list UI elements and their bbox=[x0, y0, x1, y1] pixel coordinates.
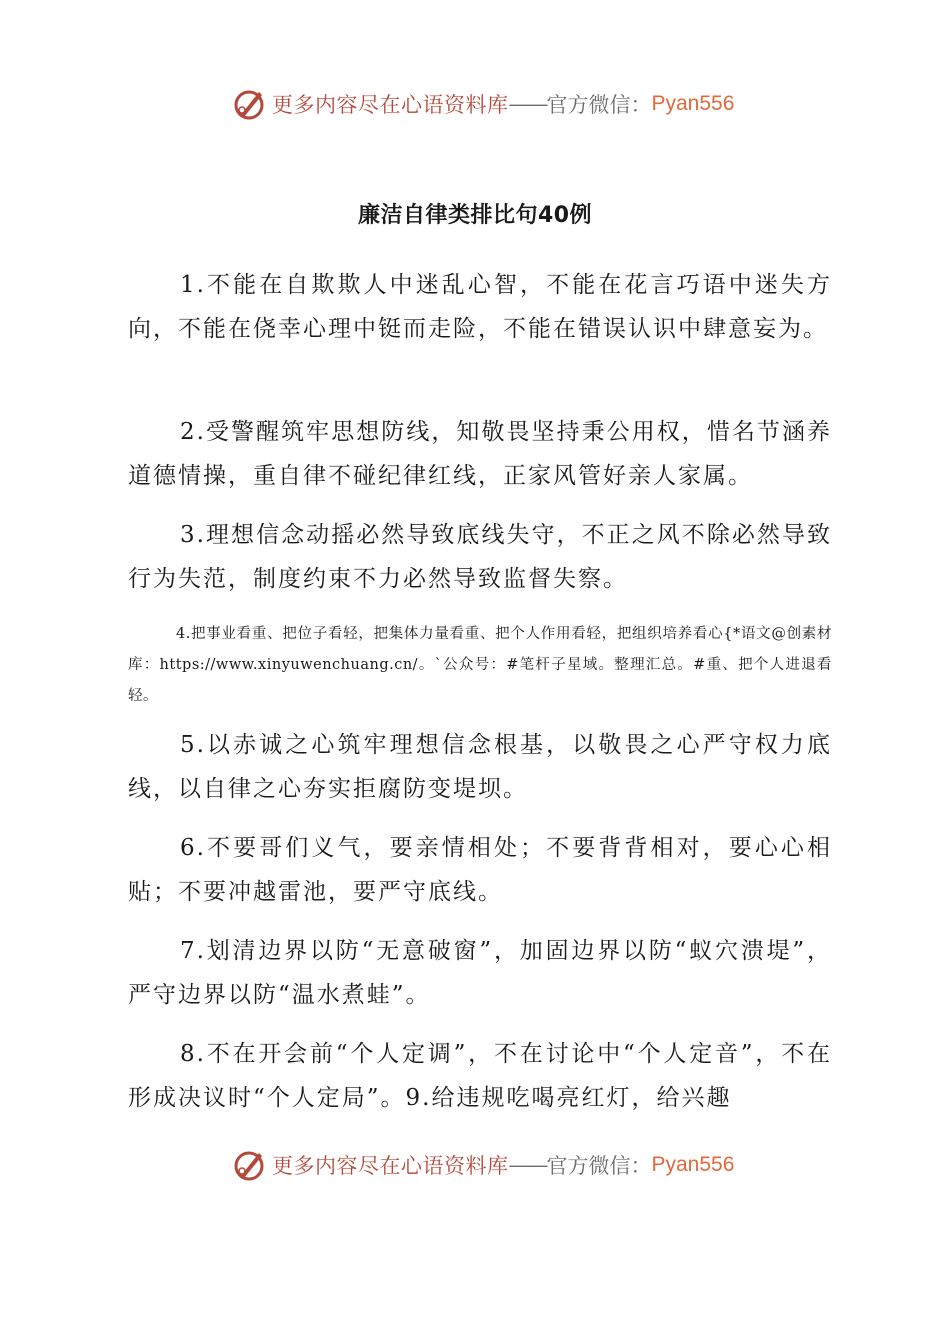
paragraph-5: 5.以赤诚之心筑牢理想信念根基，以敬畏之心严守权力底线，以自律之心夯实拒腐防变堤坝。 bbox=[128, 732, 832, 802]
paragraph-8: 8.不在开会前“个人定调”，不在讨论中“个人定音”，不在形成决议时“个人定局”。9.给违规吃喝亮红灯，给兴趣 bbox=[128, 1041, 832, 1111]
banner-wechat-id: Pyan556 bbox=[651, 1153, 735, 1176]
banner-wechat-label: 官方微信： bbox=[546, 93, 652, 117]
footer-banner bbox=[232, 1145, 734, 1185]
header-banner bbox=[232, 84, 734, 124]
paragraph-2: 2.受警醒筑牢思想防线，知敬畏坚持秉公用权，惜名节涵养道德情操，重自律不碰纪律红线，正家风管好亲人家属。 bbox=[128, 419, 832, 489]
banner-wechat-id: Pyan556 bbox=[651, 92, 735, 115]
banner-dash: —— bbox=[508, 92, 547, 116]
banner-dash: —— bbox=[508, 1153, 547, 1177]
document-title: 廉洁自律类排比句40例 bbox=[357, 203, 593, 228]
paragraph-3: 3.理想信念动摇必然导致底线失守，不正之风不除必然导致行为失范，制度约束不力必然导致监督失察。 bbox=[128, 522, 832, 592]
paragraph-7: 7.划清边界以防“无意破窗”，加固边界以防“蚁穴溃堤”，严守边界以防“温水煮蛙”。 bbox=[128, 938, 832, 1008]
quill-logo-icon bbox=[232, 1147, 268, 1183]
banner-wechat-label: 官方微信： bbox=[546, 1154, 652, 1178]
paragraph-6: 6.不要哥们义气，要亲情相处；不要背背相对，要心心相贴；不要冲越雷池，要严守底线。 bbox=[128, 835, 832, 905]
banner-site-text: 更多内容尽在心语资料库 bbox=[272, 93, 509, 117]
quill-logo-icon bbox=[232, 86, 268, 122]
banner-site-text: 更多内容尽在心语资料库 bbox=[272, 1154, 509, 1178]
paragraph-1: 1.不能在自欺欺人中迷乱心智，不能在花言巧语中迷失方向，不能在侥幸心理中铤而走险，不能在错误认识中肆意妄为。 bbox=[128, 272, 832, 342]
paragraph-4: 4.把事业看重、把位子看轻，把集体力量看重、把个人作用看轻，把组织培养看心{*语文@创素材库：https://www.xinyuwenchuang.cn/。`公众号：#笔杆子星域。整理汇总。#重、把个人进退看轻。 bbox=[128, 626, 832, 704]
